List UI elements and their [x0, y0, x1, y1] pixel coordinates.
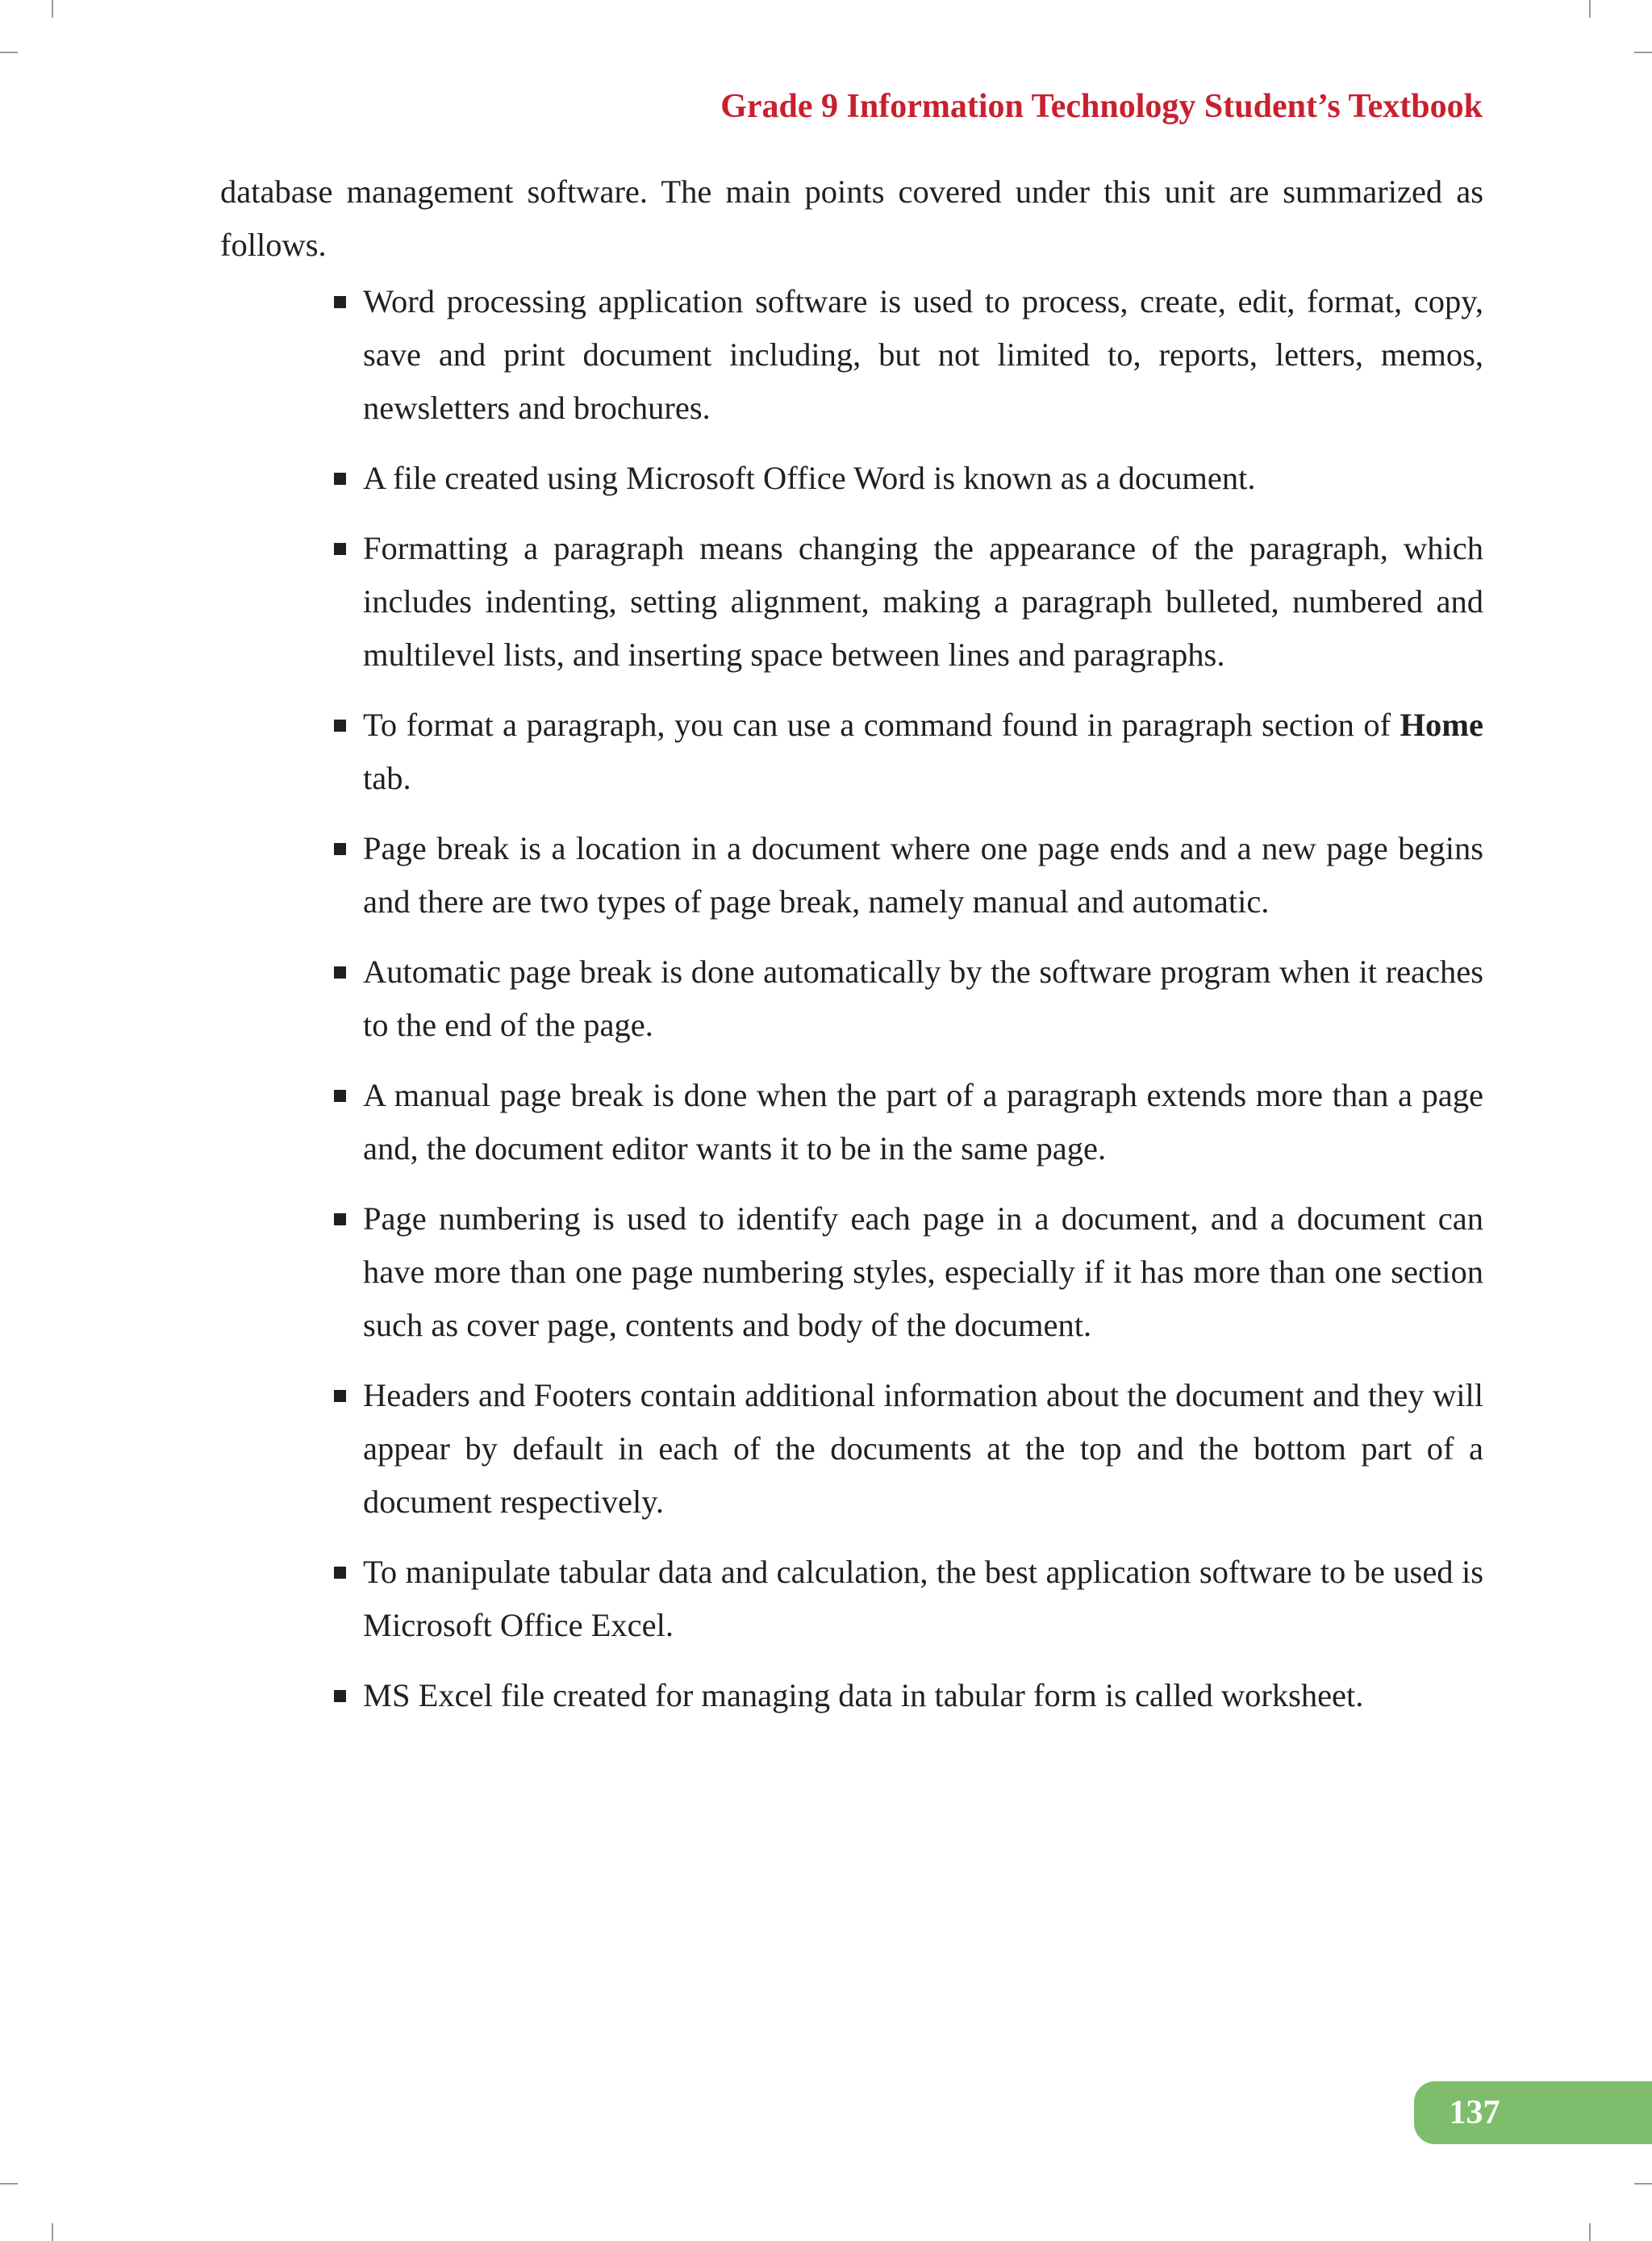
page-number-tab: [1414, 2081, 1652, 2144]
list-item-text-after: tab.: [363, 760, 411, 796]
list-item-text-before: To format a paragraph, you can use a command found in paragraph section of: [363, 707, 1400, 743]
list-item-text: Word processing application software is used to process, create, edit, format, copy, save and print document including, but not limited to, reports, letters, memos, newsletters and brochures.: [363, 283, 1483, 426]
list-item-text: Formatting a paragraph means changing the appearance of the paragraph, which includes indenting, setting alignment, making a paragraph bulleted, numbered and multilevel lists, and inserting space between lines and paragraphs.: [363, 530, 1483, 673]
list-item: [363, 945, 1483, 1052]
list-item: [363, 275, 1483, 435]
list-item-text: Automatic page break is done automatically by the software program when it reaches to the end of the page.: [363, 954, 1483, 1043]
crop-mark-bottom-right-h: [1634, 2183, 1652, 2185]
square-bullet-icon: [334, 1567, 346, 1579]
page-body: [220, 165, 1483, 1739]
list-item-text: A manual page break is done when the part of a paragraph extends more than a page and, the document editor wants it to be in the same page.: [363, 1077, 1483, 1166]
list-item-text: MS Excel file created for managing data in tabular form is called worksheet.: [363, 1677, 1364, 1713]
square-bullet-icon: [334, 843, 346, 855]
list-item: [363, 1546, 1483, 1652]
crop-mark-top-right: [1589, 0, 1591, 18]
intro-paragraph: database management software. The main points covered under this unit are summarized as follows.: [220, 173, 1483, 263]
list-item-text: Headers and Footers contain additional information about the document and they will appear by default in each of the documents at the top and the bottom part of a document respectively.: [363, 1377, 1483, 1520]
square-bullet-icon: [334, 1090, 346, 1102]
square-bullet-icon: [334, 473, 346, 485]
square-bullet-icon: [334, 720, 346, 732]
list-item: [363, 522, 1483, 682]
list-item: [363, 1369, 1483, 1529]
square-bullet-icon: [334, 1690, 346, 1702]
list-item: [363, 1669, 1483, 1722]
crop-mark-bottom-right: [1589, 2223, 1591, 2241]
square-bullet-icon: [334, 296, 346, 308]
list-item: [363, 1192, 1483, 1352]
square-bullet-icon: [334, 1390, 346, 1402]
home-tab-term: Home: [1400, 707, 1483, 743]
list-item-text: To manipulate tabular data and calculation, the best application software to be used is Microsoft Office Excel.: [363, 1554, 1483, 1643]
crop-mark-top-right-h: [1634, 52, 1652, 53]
running-header: Grade 9 Information Technology Student’s Textbook: [720, 88, 1483, 125]
square-bullet-icon: [334, 543, 346, 555]
crop-mark-top-left: [52, 0, 53, 18]
crop-mark-bottom-left: [52, 2223, 53, 2241]
list-item-text: Page break is a location in a document where one page ends and a new page begins and there are two types of page break, namely manual and automatic.: [363, 830, 1483, 920]
list-item: [363, 452, 1483, 505]
list-item-text: A file created using Microsoft Office Word is known as a document.: [363, 460, 1256, 496]
square-bullet-icon: [334, 1213, 346, 1225]
crop-mark-bottom-left-h: [0, 2183, 18, 2185]
crop-mark-top-left-h: [0, 52, 18, 53]
summary-list: [220, 275, 1483, 1722]
list-item: [363, 1069, 1483, 1175]
list-item-text: Page numbering is used to identify each page in a document, and a document can have more than one page numbering styles, especially if it has more than one section such as cover page, contents and body of the document.: [363, 1200, 1483, 1343]
page-number: 137: [1449, 2094, 1500, 2131]
square-bullet-icon: [334, 966, 346, 979]
list-item: [363, 822, 1483, 929]
list-item: [363, 699, 1483, 805]
